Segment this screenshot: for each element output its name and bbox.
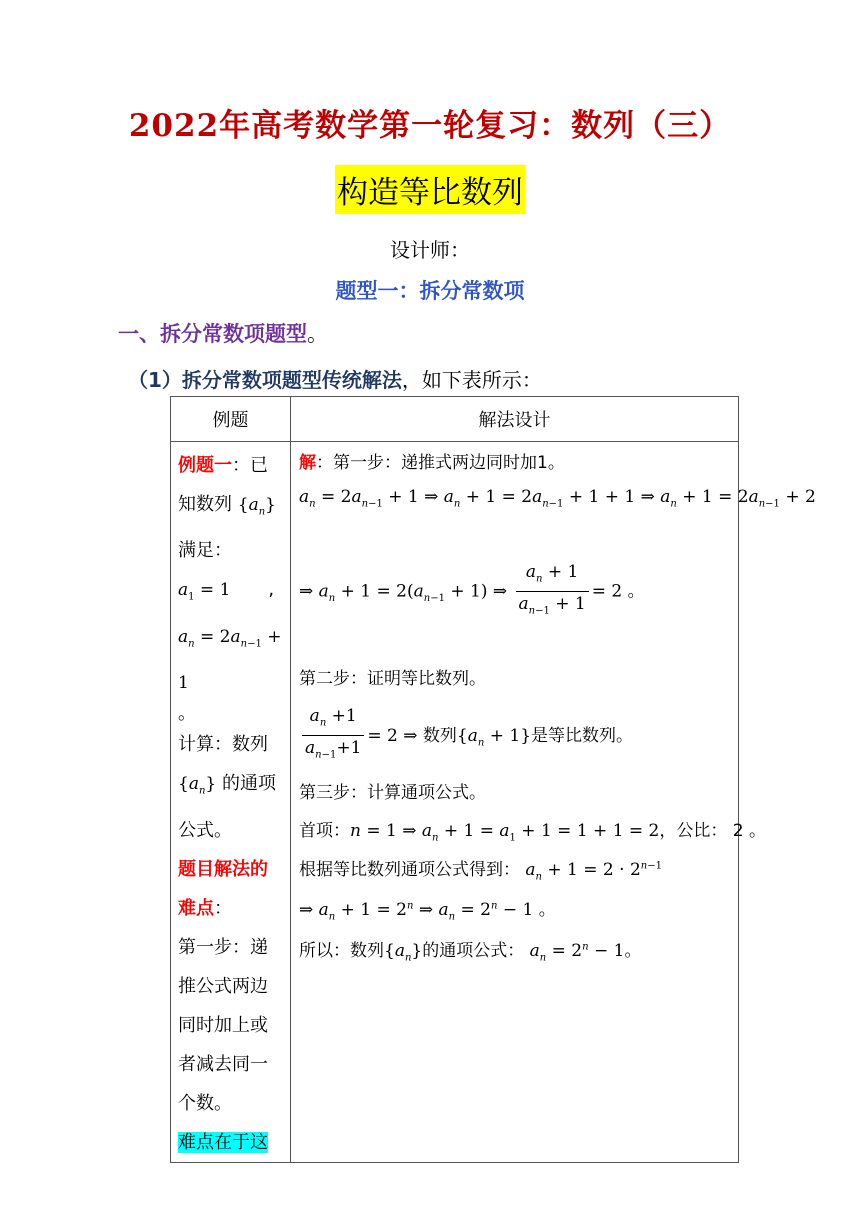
math-step1-equation: $a_n = 2a_{n-1} + 1$ ⇒ $a_n + 1 = 2a_{n-1} + 1 + 1$ ⇒ $a_n + 1 = 2a_{n-1} + 2$ — [299, 487, 816, 510]
step2-text: 第二步：证明等比数列。 — [299, 669, 486, 689]
difficulty-text-2: 推公式两边 — [178, 975, 268, 997]
math-recurrence: $a_n = 2a_{n-1} + 1$ — [178, 626, 282, 694]
example-text-3: 满足： — [178, 540, 232, 562]
example-text-7: 的通项 — [221, 773, 276, 795]
step2-text-a: 数列 — [422, 725, 457, 746]
step1-text: ：第一步：递推式两边同时加1。 — [316, 453, 565, 473]
difficulty-text-5: 个数。 — [178, 1092, 232, 1114]
difficulty-text-6-highlighted: 难点在于这 — [178, 1131, 268, 1153]
step3-text: 第三步：计算通项公式。 — [299, 783, 486, 803]
section-two-tail: ，如下表所示： — [401, 368, 542, 392]
type-heading: 题型一：拆分常数项 — [335, 279, 525, 303]
designer-line: 设计师： — [390, 238, 470, 262]
example-period: 。 — [178, 703, 196, 725]
solve-label: 解 — [299, 453, 316, 473]
subtitle-highlighted: 构造等比数列 — [335, 165, 525, 214]
conclusion-line: 所以：数列$\{a_n\}$的通项公式： $a_n = 2^n - 1$。 — [299, 941, 642, 964]
example-text-1: ：已 — [232, 455, 268, 476]
header-example: 例题 — [171, 397, 291, 442]
conclusion-mid: 的通项公式： — [422, 941, 525, 961]
example-text-6: 计算：数列 — [178, 734, 268, 756]
math-seq-an-2: $\{a_n\}$ — [178, 774, 217, 797]
example-text-8: 公式。 — [178, 819, 232, 841]
subtitle-wrap — [0, 165, 860, 214]
ratio-value: 2 — [732, 821, 744, 841]
difficulty-label-2: 难点 — [178, 897, 214, 919]
math-seq-an: $\{a_n\}$ — [237, 495, 276, 518]
ratio-label: ，公比： — [659, 821, 728, 841]
header-solution: 解法设计 — [291, 397, 739, 442]
conclusion-period: 。 — [624, 941, 642, 961]
first-term-label: 首项： — [299, 821, 350, 841]
difficulty-text-4: 者减去同一 — [178, 1053, 268, 1075]
table-header-row — [171, 397, 739, 442]
difficulty-label-1: 题目解法的 — [178, 858, 268, 880]
example-label: 例题一 — [178, 455, 232, 476]
table-body-row — [171, 442, 739, 1163]
step2-text-b: 是等比数列。 — [531, 725, 634, 746]
section-two-bold: （1）拆分常数项题型传统解法 — [128, 368, 402, 392]
section-one-bold: 一、拆分常数项题型 — [118, 322, 307, 346]
math-a1-eq-1: $a_1 = 1$ — [178, 580, 231, 603]
section-two-heading — [128, 364, 542, 393]
document-title: 2022年高考数学第一轮复习：数列（三） — [128, 108, 732, 144]
formula-line: 根据等比数列通项公式得到： $a_n + 1 = 2 \cdot 2^{n-1}$ — [299, 860, 662, 883]
math-result-line: ⇒ $a_n + 1 = 2^n$ ⇒ $a_n = 2^n - 1$ 。 — [299, 900, 556, 923]
section-one-tail: 。 — [307, 322, 328, 346]
first-term-line: 首项：n = 1 ⇒ $a_n + 1 = a_1 + 1 = 1 + 1 = 2$，公比： 2 。 — [299, 821, 767, 844]
formula-intro: 根据等比数列通项公式得到： — [299, 860, 520, 880]
difficulty-text-1: 第一步：递 — [178, 936, 268, 958]
difficulty-colon: ： — [214, 897, 232, 919]
math-step1-ratio: ⇒ $a_n + 1 = 2(a_{n-1} + 1)$ ⇒ $\frac{a_n + 1}{a_{n-1} + 1}$ = 2 。 — [299, 562, 645, 617]
solution-cell — [291, 442, 816, 1163]
section-one-heading — [118, 318, 328, 348]
conclusion-label: 所以：数列 — [299, 941, 384, 961]
example-text-2: 知数列 — [178, 494, 232, 515]
solution-table — [170, 396, 816, 1163]
example-cell: 例题一：已 知数列 $\{a_n\}$ 满足： $a_1 = 1$ , $a_n = 2a_{n-1} + 1$ 。 计算：数列 $\{a_n\}$ 的通项 公式。 题目解法的 难点： 第一步：递 推公式两边 同时加上或 者减去同一 个数。 难点在于这 — [171, 442, 291, 1163]
step2-math-line: $\frac{a_n +1}{a_{n-1}+1}$ = 2 ⇒ 数列$\{a_n + 1\}$是等比数列。 — [299, 704, 633, 768]
difficulty-text-3: 同时加上或 — [178, 1014, 268, 1036]
